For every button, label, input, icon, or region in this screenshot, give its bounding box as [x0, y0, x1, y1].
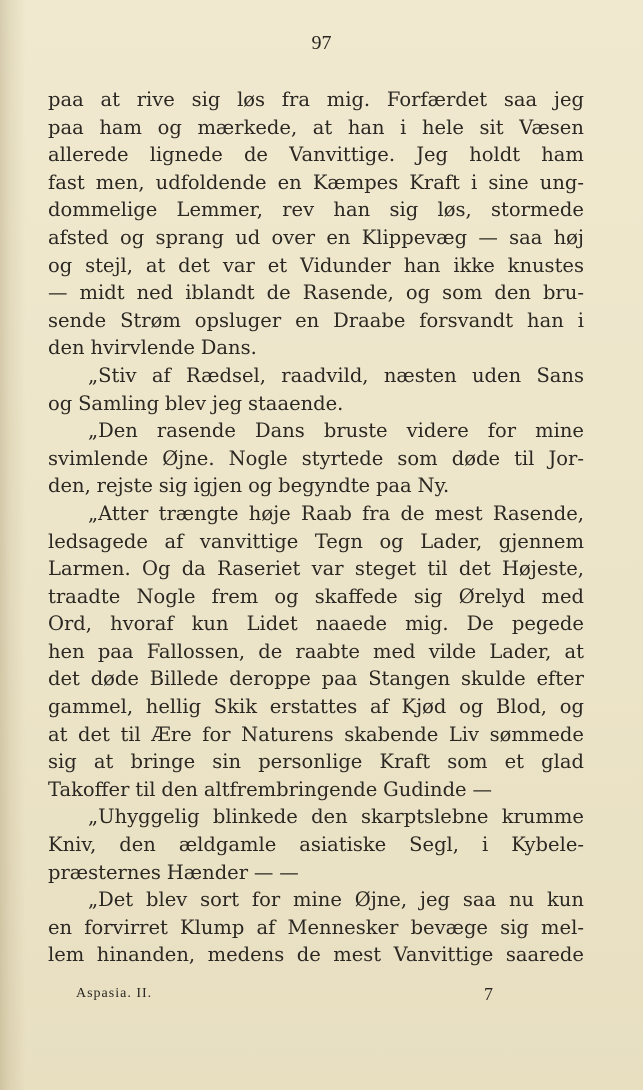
text-line: Kniv, den ældgamle asiatiske Segl, i Kybele-	[48, 833, 584, 857]
text-line: paa at rive sig løs fra mig. Forfærdet saa jeg	[48, 88, 584, 111]
text-line: dommelige Lemmer, rev han sig løs, stormede	[48, 198, 584, 222]
body-text	[48, 86, 584, 969]
footer-book-title: Aspasia. II.	[76, 986, 153, 1001]
signature-mark: 7	[484, 984, 493, 1004]
text-line: den hvirvlende Dans.	[48, 336, 257, 360]
text-line: lem hinanden, medens de mest Vanvittige saarede	[48, 943, 584, 967]
text-line: at det til Ære for Naturens skabende Liv sømmede	[48, 722, 584, 746]
text-line: „Atter trængte høje Raab fra de mest Rasende,	[88, 501, 584, 525]
page-number: 97	[311, 32, 332, 54]
text-line: traadte Nogle frem og skaffede sig Ørelyd med	[48, 584, 584, 608]
text-line: svimlende Øjne. Nogle styrtede som døde til Jor-	[48, 446, 584, 470]
text-line: hen paa Fallossen, de raabte med vilde Lader, at	[48, 639, 584, 663]
text-line: den, rejste sig igjen og begyndte paa Ny.	[48, 474, 450, 498]
text-line: paa ham og mærkede, at han i hele sit Væsen	[48, 115, 584, 139]
text-line: afsted og sprang ud over en Klippevæg — saa høj	[48, 225, 584, 249]
text-line: og Samling blev jeg staaende.	[48, 391, 344, 415]
text-line: det døde Billede deroppe paa Stangen skulde efter	[48, 667, 584, 691]
text-line: — midt ned iblandt de Rasende, og som den bru-	[48, 281, 584, 305]
text-line: sende Strøm opsluger en Draabe forsvandt han i	[48, 308, 584, 332]
text-line: „Det blev sort for mine Øjne, jeg saa nu kun	[88, 888, 584, 912]
text-line: Ord, hvoraf kun Lidet naaede mig. De pegede	[48, 612, 584, 636]
text-line: „Den rasende Dans bruste videre for mine	[88, 419, 584, 443]
text-line: Takoffer til den altfrembringende Gudinde —	[48, 777, 492, 801]
text-line: præsternes Hænder — —	[48, 860, 299, 884]
text-line: Larmen. Og da Raseriet var steget til det Højeste,	[48, 557, 584, 581]
text-line: „Uhyggelig blinkede den skarptslebne krumme	[88, 805, 584, 829]
text-line: en forvirret Klump af Mennesker bevæge sig mel-	[48, 915, 584, 939]
text-line: gammel, hellig Skik erstattes af Kjød og Blod, og	[48, 695, 584, 719]
text-line: og stejl, at det var et Vidunder han ikke knustes	[48, 253, 584, 277]
text-line: „Stiv af Rædsel, raadvild, næsten uden Sans	[88, 363, 584, 387]
text-line: allerede lignede de Vanvittige. Jeg holdt ham	[48, 143, 584, 167]
text-line: sig at bringe sin personlige Kraft som et glad	[48, 750, 584, 774]
text-line: fast men, udfoldende en Kæmpes Kraft i sine ung-	[48, 170, 584, 194]
text-line: ledsagede af vanvittige Tegn og Lader, gjennem	[48, 529, 584, 553]
